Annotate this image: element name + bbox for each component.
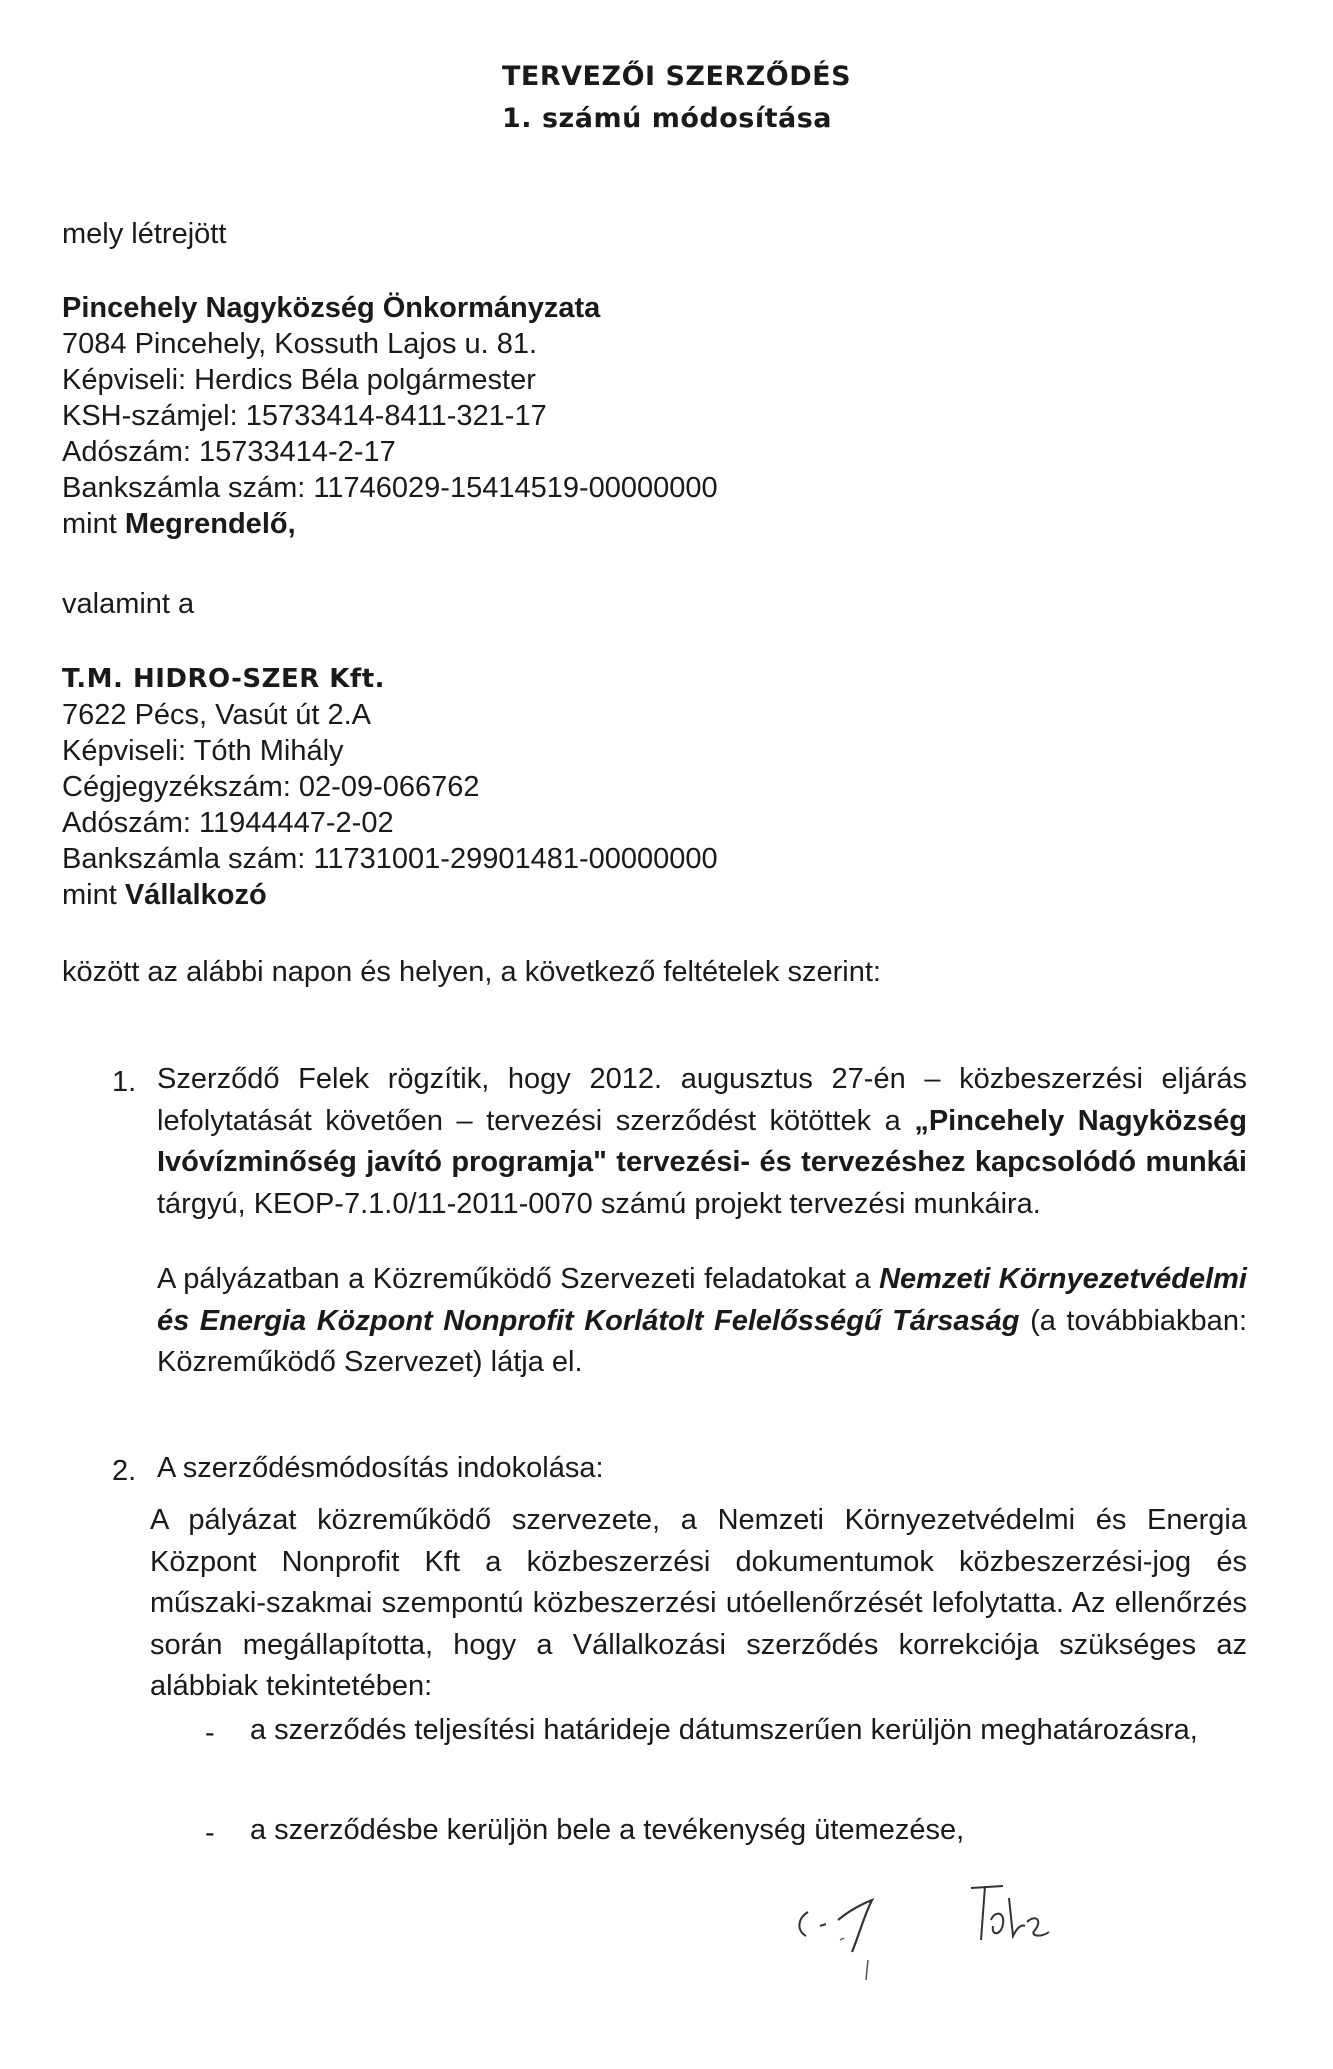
party1-role-prefix: mint (62, 508, 125, 540)
bullet-item: a szerződés teljesítési határideje dátumszerűen kerüljön meghatározásra, (250, 1714, 1198, 1746)
bullet-item: a szerződésbe kerüljön bele a tevékenység ütemezése, (250, 1814, 965, 1846)
party2-registration-number: Cégjegyzékszám: 02-09-066762 (62, 771, 480, 803)
party2-role-label: Vállalkozó (124, 879, 267, 911)
party1-ksh-number: KSH-számjel: 15733414-8411-321-17 (62, 400, 547, 432)
section1-p2-text-b: (a továbbiakban: Közreműködő Szervezet) látja el. (157, 1304, 1247, 1378)
document-title: TERVEZŐI SZERZŐDÉS (502, 61, 852, 92)
section1-p1-project-title: „Pincehely Nagyközség Ivóvízminőség javító programja" tervezési- és tervezéshez kapcsolódó munkái (157, 1104, 1247, 1178)
bullet-marker: - (205, 1717, 215, 1749)
section1-p2-text-a: A pályázatban a Közreműködő Szervezeti feladatokat a (157, 1263, 880, 1295)
section2-number: 2. (112, 1455, 137, 1487)
party1-name: Pincehely Nagyközség Önkormányzata (62, 292, 601, 324)
party2-address: 7622 Pécs, Vasút út 2.A (62, 699, 371, 731)
section2-heading: A szerződésmódosítás indokolása: (157, 1452, 604, 1484)
bullet-marker: - (205, 1817, 215, 1849)
party2-representative: Képviseli: Tóth Mihály (62, 735, 344, 767)
section1-p1-text-a: Szerződő Felek rögzítik, hogy 2012. augusztus 27-én – közbeszerzési eljárás lefolytatását követően – tervezési szerződést kötöttek a (157, 1063, 1247, 1137)
party1-role (62, 507, 296, 541)
connector-text: valamint a (62, 588, 195, 620)
section1-number: 1. (112, 1066, 137, 1098)
party1-bank-account: Bankszámla szám: 11746029-15414519-00000000 (62, 472, 718, 504)
signature-right (965, 1880, 1075, 1960)
party1-representative: Képviseli: Herdics Béla polgármester (62, 364, 536, 396)
party2-role-prefix: mint (62, 879, 125, 911)
party2-bank-account: Bankszámla szám: 11731001-29901481-00000000 (62, 843, 718, 875)
section1-paragraph2 (157, 1259, 1247, 1384)
section2-paragraph: A pályázat közreműködő szervezete, a Nemzeti Környezetvédelmi és Energia Központ Nonprofit Kft a közbeszerzési dokumentumok közbeszerzési-jog és műszaki-szakmai szempontú közbeszerzési utóellenőrzését lefolytatta. Az ellenőrzés során megállapította, hogy a Vállalkozási szerződés korrekciója szükséges az alábbiak tekintetében: (150, 1504, 1247, 1702)
party1-address: 7084 Pincehely, Kossuth Lajos u. 81. (62, 328, 538, 360)
party2-name: T.M. HIDRO-SZER Kft. (62, 664, 386, 694)
party2-role (62, 878, 267, 912)
section1-p2-organization: Nemzeti Környezetvédelmi és Energia Központ Nonprofit Korlátolt Felelősségű Társaság (157, 1263, 1247, 1337)
party2-tax-number: Adószám: 11944447-2-02 (62, 807, 394, 839)
signature-left (780, 1880, 900, 1990)
party1-tax-number: Adószám: 15733414-2-17 (62, 436, 396, 468)
conditions-text: között az alábbi napon és helyen, a következő feltételek szerint: (62, 956, 881, 988)
intro-text: mely létrejött (62, 218, 227, 250)
section1-paragraph1 (157, 1059, 1247, 1225)
document-subtitle: 1. számú módosítása (502, 103, 833, 134)
section1-p1-text-b: tárgyú, KEOP-7.1.0/11-2011-0070 számú projekt tervezési munkáira. (157, 1187, 1041, 1220)
party1-role-label: Megrendelő, (124, 508, 296, 540)
